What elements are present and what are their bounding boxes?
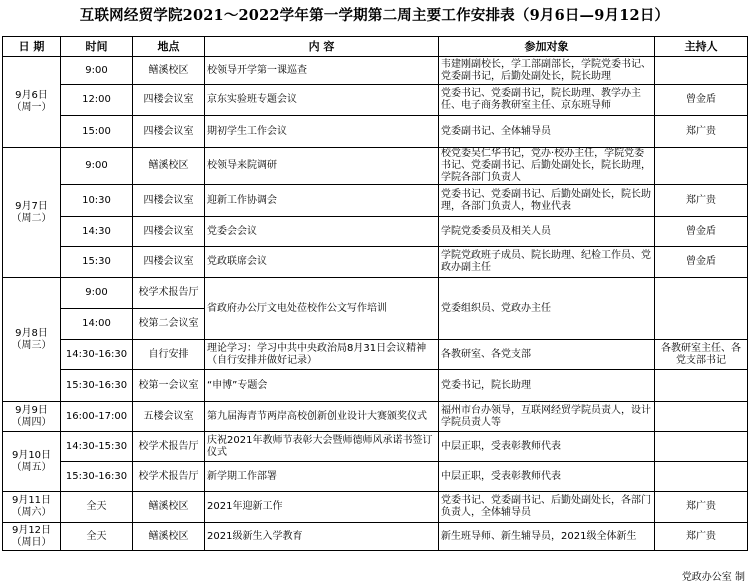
host-cell	[655, 462, 748, 492]
participants-cell: 党委组织员、党政办主任	[439, 278, 655, 340]
host-cell: 郑广贵	[655, 492, 748, 523]
header-place: 地点	[133, 37, 205, 57]
header-host: 主持人	[655, 37, 748, 57]
header-content: 内 容	[205, 37, 439, 57]
date-label: 9月7日	[15, 200, 48, 212]
weekday-label: （周日）	[11, 536, 52, 548]
content-cell: 省政府办公厅文电处莅校作公文写作培训	[205, 278, 439, 340]
time-cell: 14:30	[61, 217, 133, 247]
host-cell	[655, 148, 748, 185]
host-cell	[655, 370, 748, 402]
content-cell: 第九届海青节两岸高校创新创业设计大赛颁奖仪式	[205, 402, 439, 432]
time-cell: 16:00-17:00	[61, 402, 133, 432]
table-row	[3, 492, 748, 523]
table-row	[3, 185, 748, 217]
place-cell: 四楼会议室	[133, 116, 205, 148]
time-cell: 15:30	[61, 247, 133, 278]
time-cell: 9:00	[61, 278, 133, 309]
place-cell: 四楼会议室	[133, 85, 205, 116]
content-cell: 期初学生工作会议	[205, 116, 439, 148]
content-cell: 京东实验班专题会议	[205, 85, 439, 116]
date-label: 9月12日	[11, 524, 52, 536]
place-cell: 校学术报告厅	[133, 278, 205, 309]
weekday-label: （周六）	[11, 507, 52, 518]
participants-cell: 党委书记、党委副书记、后勤处副处长，各部门负责人，全体辅导员	[439, 492, 655, 523]
participants-cell: 党委书记、党委副书记、后勤处副处长，院长助理，各部门负责人，物业代表	[439, 185, 655, 217]
table-row	[3, 370, 748, 402]
host-cell: 曾金盾	[655, 85, 748, 116]
date-cell	[3, 57, 61, 148]
table-row	[3, 462, 748, 492]
place-cell: 校学术报告厅	[133, 432, 205, 462]
table-row	[3, 523, 748, 551]
table-row	[3, 402, 748, 432]
time-cell: 9:00	[61, 148, 133, 185]
time-cell: 9:00	[61, 57, 133, 85]
content-cell: 庆祝2021年教师节表彰大会暨师德师风承诺书签订仪式	[205, 432, 439, 462]
participants-cell: 中层正职，受表彰教师代表	[439, 462, 655, 492]
date-cell	[3, 402, 61, 432]
header-time: 时间	[61, 37, 133, 57]
table-row	[3, 278, 748, 309]
place-cell: 四楼会议室	[133, 185, 205, 217]
date-cell	[3, 492, 61, 523]
weekday-label: （周五）	[11, 461, 52, 473]
date-cell	[3, 278, 61, 402]
time-cell: 14:30-15:30	[61, 432, 133, 462]
host-cell: 各教研室主任、各党支部书记	[655, 340, 748, 370]
weekday-label: （周一）	[11, 102, 52, 113]
host-cell	[655, 278, 748, 340]
date-label: 9月8日	[15, 327, 48, 339]
host-cell: 曾金盾	[655, 217, 748, 247]
participants-cell: 党委副书记、全体辅导员	[439, 116, 655, 148]
date-cell	[3, 523, 61, 551]
schedule-table	[2, 36, 748, 551]
date-cell	[3, 148, 61, 278]
weekday-label: （周二）	[11, 212, 52, 224]
host-cell	[655, 402, 748, 432]
footer-issuer: 党政办公室 制	[681, 572, 745, 583]
time-cell: 15:30-16:30	[61, 462, 133, 492]
time-cell: 14:30-16:30	[61, 340, 133, 370]
place-cell: 鳝溪校区	[133, 148, 205, 185]
place-cell: 校第二会议室	[133, 309, 205, 340]
participants-cell: 福州市台办领导，互联网经贸学院员责人，设计学院员责人等	[439, 402, 655, 432]
content-cell: 校领导来院调研	[205, 148, 439, 185]
host-cell	[655, 57, 748, 85]
time-cell: 全天	[61, 492, 133, 523]
participants-cell: 校党委吴仁华书记，党办·校办主任，学院党委书记、党委副书记、后勤处副处长，院长助理，学院各部门负责人	[439, 148, 655, 185]
table-row	[3, 85, 748, 116]
content-cell: 新学期工作部署	[205, 462, 439, 492]
place-cell: 鳝溪校区	[133, 57, 205, 85]
date-label: 9月6日	[15, 90, 48, 101]
content-cell: 校领导开学第一课巡查	[205, 57, 439, 85]
table-row	[3, 340, 748, 370]
header-row	[3, 37, 748, 57]
content-cell: 党政联席会议	[205, 247, 439, 278]
participants-cell: 各教研室、各党支部	[439, 340, 655, 370]
place-cell: 校第一会议室	[133, 370, 205, 402]
page-title: 互联网经贸学院2021～2022学年第一学期第二周主要工作安排表（9月6日—9月12日）	[79, 7, 670, 24]
content-cell: 2021级新生入学教育	[205, 523, 439, 551]
participants-cell: 韦建刚副校长，学工部副部长，学院党委书记、党委副书记，后勤处副处长，院长助理	[439, 57, 655, 85]
date-label: 9月10日	[11, 449, 52, 461]
header-participants: 参加对象	[439, 37, 655, 57]
host-cell: 郑广贵	[655, 523, 748, 551]
participants-cell: 新生班导师、新生辅导员，2021级全体新生	[439, 523, 655, 551]
table-row	[3, 116, 748, 148]
participants-cell: 中层正职，受表彰教师代表	[439, 432, 655, 462]
table-row	[3, 57, 748, 85]
participants-cell: 党委书记、党委副书记，院长助理、教学办主任、电子商务教研室主任、京东班导师	[439, 85, 655, 116]
place-cell: 自行安排	[133, 340, 205, 370]
place-cell: 四楼会议室	[133, 247, 205, 278]
time-cell: 全天	[61, 523, 133, 551]
time-cell: 12:00	[61, 85, 133, 116]
time-cell: 10:30	[61, 185, 133, 217]
time-cell: 15:30-16:30	[61, 370, 133, 402]
time-cell: 15:00	[61, 116, 133, 148]
date-label: 9月11日	[11, 495, 52, 506]
content-cell: 2021年迎新工作	[205, 492, 439, 523]
weekday-label: （周四）	[11, 416, 52, 428]
host-cell	[655, 432, 748, 462]
host-cell: 郑广贵	[655, 185, 748, 217]
place-cell: 四楼会议室	[133, 217, 205, 247]
content-cell: “申博”专题会	[205, 370, 439, 402]
table-row	[3, 247, 748, 278]
place-cell: 鳝溪校区	[133, 492, 205, 523]
place-cell: 五楼会议室	[133, 402, 205, 432]
content-cell: 理论学习：学习中共中央政治局8月31日会议精神（自行安排并做好记录）	[205, 340, 439, 370]
table-row	[3, 217, 748, 247]
weekday-label: （周三）	[11, 339, 52, 351]
content-cell: 党委会会议	[205, 217, 439, 247]
content-cell: 迎新工作协调会	[205, 185, 439, 217]
participants-cell: 党委书记，院长助理	[439, 370, 655, 402]
participants-cell: 学院党政班子成员、院长助理、纪检工作员、党政办副主任	[439, 247, 655, 278]
date-label: 9月9日	[15, 404, 48, 416]
place-cell: 鳝溪校区	[133, 523, 205, 551]
place-cell: 校学术报告厅	[133, 462, 205, 492]
time-cell: 14:00	[61, 309, 133, 340]
header-date: 日 期	[3, 37, 61, 57]
date-cell	[3, 432, 61, 492]
host-cell: 郑广贵	[655, 116, 748, 148]
table-row	[3, 148, 748, 185]
participants-cell: 学院党委委员及相关人员	[439, 217, 655, 247]
table-row	[3, 432, 748, 462]
host-cell: 曾金盾	[655, 247, 748, 278]
